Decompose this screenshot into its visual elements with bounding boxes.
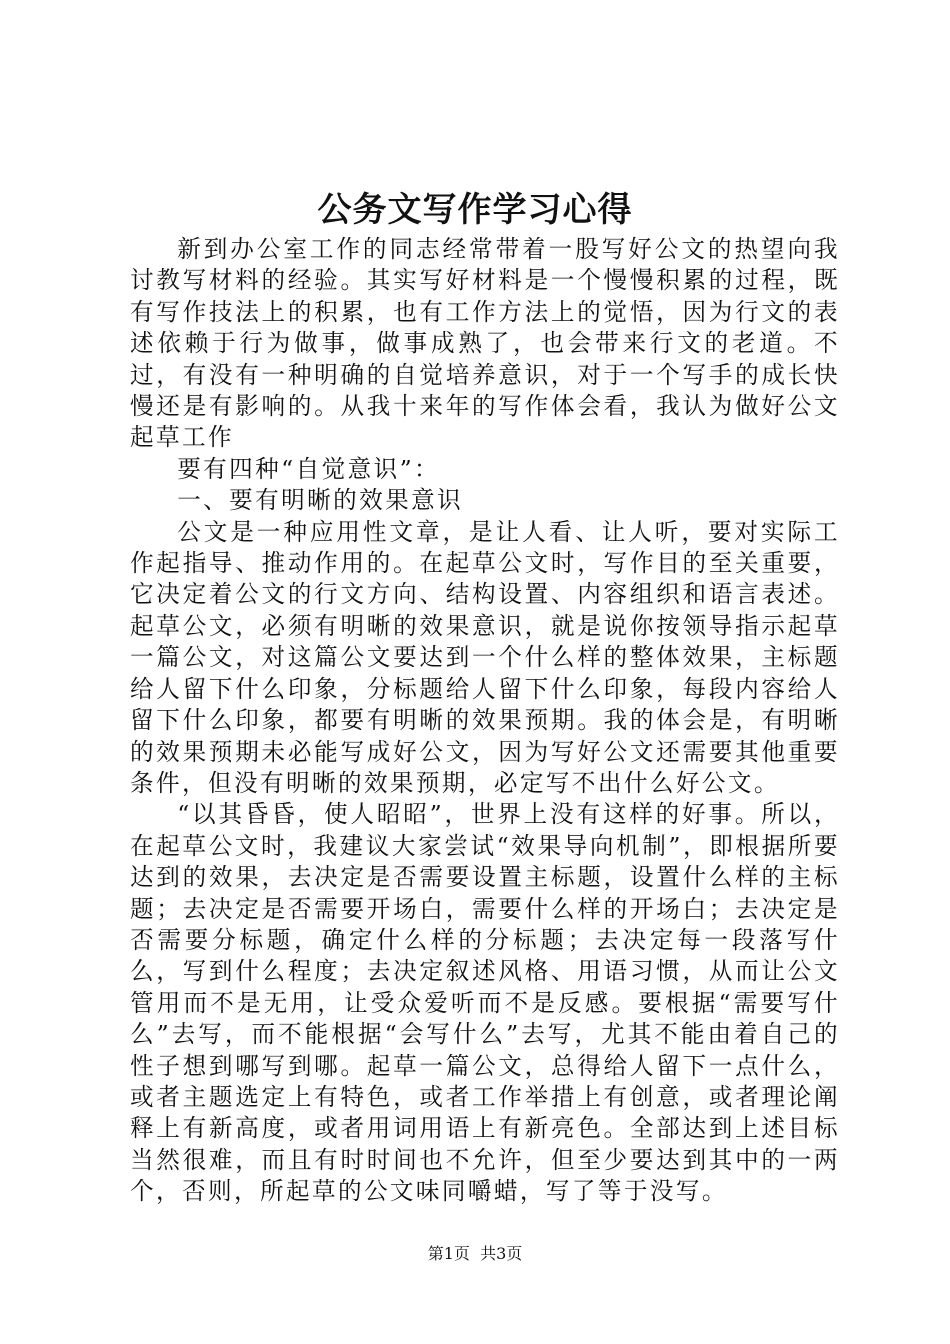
page-number-current: 第1页 xyxy=(427,1244,470,1263)
paragraph-effect-guidance: “以其昏昏，使人昭昭”，世界上没有这样的好事。所以，在起草公文时，我建议大家尝试“效果导向机制”，即根据所要达到的效果，去决定是否需要设置主标题，设置什么样的主标题；去决定是否需要开场白，需要什么样的开场白；去决定是否需要分标题，确定什么样的分标题；去决定每一段落写什么，写到什么程度；去决定叙述风格、用语习惯，从而让公文管用而不是无用，让受众爱听而不是反感。要根据“需要写什么”去写，而不能根据“会写什么”去写，尤其不能由着自己的性子想到哪写到哪。起草一篇公文，总得给人留下一点什么，或者主题选定上有特色，或者工作举措上有创意，或者理论阐释上有新高度，或者用词用语上有新亮色。全部达到上述目标当然很难，而且有时时间也不允许，但至少要达到其中的一两个，否则，所起草的公文味同嚼蜡，写了等于没写。 xyxy=(130,800,840,1206)
paragraph-four-awareness: 要有四种“自觉意识”： xyxy=(177,454,441,483)
page-footer xyxy=(0,1242,950,1266)
document-body xyxy=(130,234,840,1208)
paragraph-intro: 新到办公室工作的同志经常带着一股写好公文的热望向我讨教写材料的经验。其实写好材料是一个慢慢积累的过程，既有写作技法上的积累，也有工作方法上的觉悟，因为行文的表述依赖于行为做事，做事成熟了，也会带来行文的老道。不过，有没有一种明确的自觉培养意识，对于一个写手的成长快慢还是有影响的。从我十来年的写作体会看，我认为做好公文起草工作 xyxy=(130,235,840,452)
section-heading-1: 一、要有明晰的效果意识 xyxy=(177,486,464,515)
document-title: 公务文写作学习心得 xyxy=(317,190,633,230)
page-number-total: 共3页 xyxy=(480,1244,523,1263)
paragraph-effect-awareness: 公文是一种应用性文章，是让人看、让人听，要对实际工作起指导、推动作用的。在起草公文时，写作目的至关重要，它决定着公文的行文方向、结构设置、内容组织和语言表述。起草公文，必须有明晰的效果意识，就是说你按领导指示起草一篇公文，对这篇公文要达到一个什么样的整体效果，主标题给人留下什么印象，分标题给人留下什么印象，每段内容给人留下什么印象，都要有明晰的效果预期。我的体会是，有明晰的效果预期未必能写成好公文，因为写好公文还需要其他重要条件，但没有明晰的效果预期，必定写不出什么好公文。 xyxy=(130,517,840,797)
